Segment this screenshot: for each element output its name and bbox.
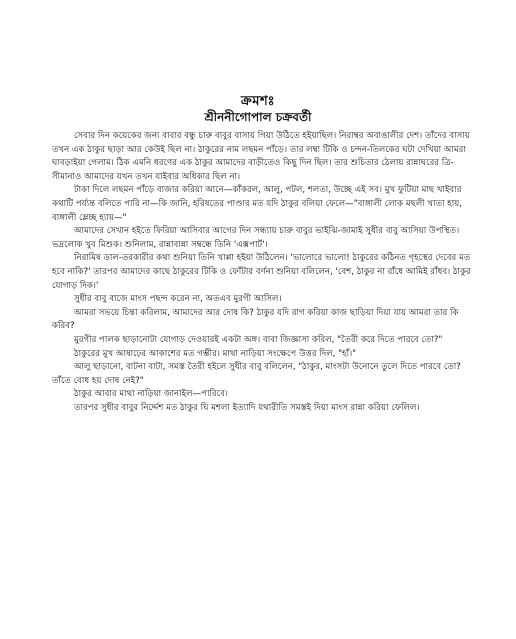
paragraph: ঠাকুরের মুখ আষাঢ়ের আকাশের মত গম্ভীর। মাথা নাড়িয়া সংক্ষেপে উত্তর দিল, "হাঁ।": [74, 348, 357, 359]
paragraph: ঠাকুর আবার মাথা নাড়িয়া জানাইল—পারিবে।: [74, 389, 228, 400]
paragraph: তারপর সুধীর বাবুর নির্দ্দেশ মত ঠাকুর ঘি মশলা ইত্যাদি যথারীতি সমস্তই দিয়া মাংস রান্না করিয়া ফেলিল।: [74, 402, 420, 413]
paragraph: সেবার দিন কয়েকের জন্য বাবার বন্ধু চারু বাবুর বাসায় গিয়া উঠিতে হইয়াছিল। নিরাম্বর অবাঙালীর দেশ। তাঁদের বাসায় তখন এক ঠাকুর ছাড়া আর কেউই ছিল না। ঠাকুরের নাম লছমন পাঁড়ে। তার লম্বা টিকি ও চন্দন-তিলকের ঘটা দেখিয়া আমরা ঘাবড়াইয়া গেলাম। ঠিক এমনি ধরণের এক ঠাকুর আমাদের বাড়ীতেও কিছু দিন ছিল। তার শুচিতার ঠেলায় রান্নাঘরের ত্রি-সীমানাও আমাদের যখন তখন যাইবার অধিকার ছিল না।: [52, 131, 470, 182]
paragraph: মুরগীর পালক ছাড়ানোটা যোগাড় দেওয়ারই একটা অঙ্গ। বাবা জিজ্ঞাসা করিল, "তৈরী করে দিতে পারবে তো?": [74, 334, 443, 345]
paragraph: টাকা দিলে লছমন পাঁড়ে বাজার করিয়া আনে—কাঁকরল, আলু, পটল, শলতা, উচ্ছে এই সব। মুখ ফুটিয়া মাছ খাইবার কথাটি পর্য্যন্ত বলিতে পারি না—কি জানি, হরিষতের পাণ্ডার মত যদি ঠাকুর বলিয়া ফেলে—"বাঙ্গালী লোক মছলী খাতা হায়, বাঙ্গালী ম্লেচ্ছ হ্যায়—": [52, 185, 463, 223]
story-body: [52, 130, 472, 415]
paragraph: নিরামিষ ডাল-তরকারীর কথা শুনিয়া তিনি খাপ্পা হইয়া উঠিলেন। 'ভালোরে ভালো! ঠাকুরের কঠিনত গৃহস্থের দেবের মত হবে নাকি?' তারপর আমাদের কাছে ঠাকুরের টিকি ও ফোঁটার বর্ণনা শুনিয়া বলিলেন, 'বেশ, ঠাকুর না রাঁধে আমিই রাঁধব। ঠাকুর যোগাড় দিক।': [52, 253, 471, 291]
author-name: শ্রীননীগোপাল চক্রবর্তী: [204, 110, 312, 124]
paragraph: আমরা সভয়ে চিন্তা করিলাম, আমাদের আর দোষ কি? ঠাকুর যদি রাগ করিয়া কাজ ছাড়িয়া দিয়া যায় আমরা তার কি করিব?: [52, 307, 459, 332]
paragraph: আমাদের সেখান হইতে ফিরিয়া আসিবার আগের দিন সন্ধ্যায় চারু বাবুর ভাইঝি-জামাই সুধীর বাবু আসিয়া উপস্থিত। ভদ্রলোক খুব মিশুক। শুনিলাম, রান্নাবান্না সম্বন্ধে তিনি 'এক্সপার্ট'।: [52, 226, 460, 250]
story-title: ক্রমশঃ: [240, 94, 276, 109]
paragraph: সুধীর বাবু বাজে মাংস পছন্দ করেন না, অতএব মুরগী আসিল।: [74, 294, 282, 305]
paragraph: আলু ছাড়ানো, বাটনা বাটা, সমস্ত তৈরী হইলে সুধীর বাবু বলিলেন, "ঠাকুর, মাংসটা উনোনে তুলে দিতে পারবে তো? তাঁতে বোধ হয় দোষ নেই?": [52, 362, 461, 386]
